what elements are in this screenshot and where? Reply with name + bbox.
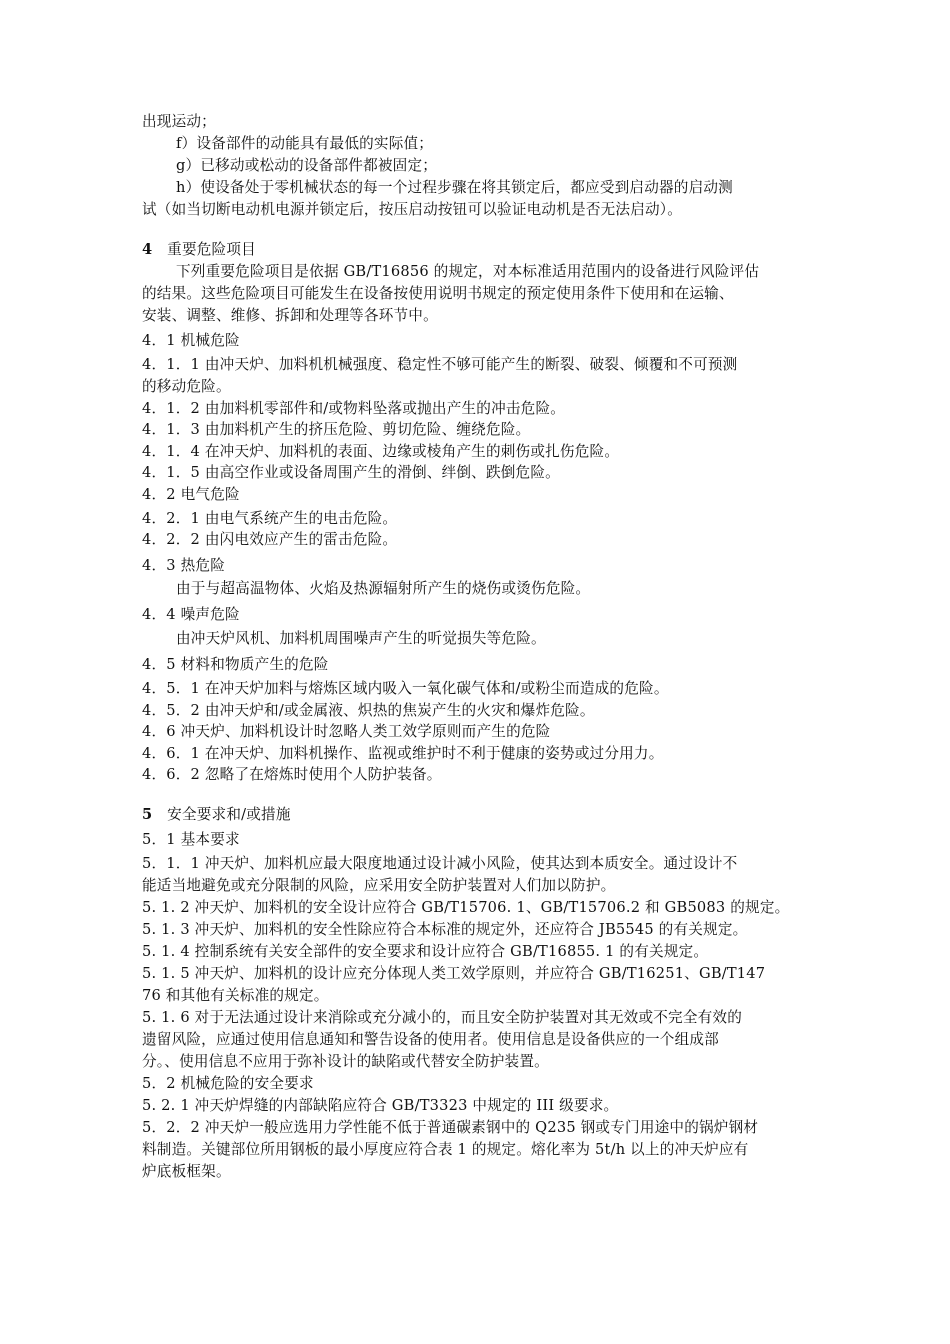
text-line: 4．5．1 在冲天炉加料与熔炼区域内吸入一氧化碳气体和/或粉尘而造成的危险。 bbox=[142, 680, 669, 697]
text-line: 的移动危险。 bbox=[142, 378, 231, 395]
section-heading bbox=[142, 240, 256, 260]
text-line: 4．1．1 由冲天炉、加料机机械强度、稳定性不够可能产生的断裂、破裂、倾覆和不可预测 bbox=[142, 356, 738, 373]
text-line: 5．2．2 冲天炉一般应选用力学性能不低于普通碳素钢中的 Q235 钢或专门用途中的锅炉钢材 bbox=[142, 1119, 759, 1136]
text-line: 4．4 噪声危险 bbox=[142, 606, 240, 623]
text-line: 由于与超高温物体、火焰及热源辐射所产生的烧伤或烫伤危险。 bbox=[176, 580, 591, 597]
section-number: 5 bbox=[142, 806, 153, 823]
text-line: 料制造。关键部位所用钢板的最小厚度应符合表 1 的规定。熔化率为 5t/h 以上的冲天炉应有 bbox=[142, 1141, 749, 1158]
section-title: 安全要求和/或措施 bbox=[152, 806, 291, 823]
text-line: 5. 1. 2 冲天炉、加料机的安全设计应符合 GB/T15706. 1、GB/T15706.2 和 GB5083 的规定。 bbox=[142, 899, 790, 916]
text-line: 5. 2. 1 冲天炉焊缝的内部缺陷应符合 GB/T3323 中规定的 III 级要求。 bbox=[142, 1097, 619, 1114]
text-line: 4．2．2 由闪电效应产生的雷击危险。 bbox=[142, 531, 398, 548]
text-line: 由冲天炉风机、加料机周围噪声产生的听觉损失等危险。 bbox=[176, 630, 546, 647]
section-number: 4 bbox=[142, 241, 153, 258]
text-line: 4．6 冲天炉、加料机设计时忽略人类工效学原则而产生的危险 bbox=[142, 723, 551, 740]
text-line: 5．1．1 冲天炉、加料机应最大限度地通过设计减小风险，使其达到本质安全。通过设计不 bbox=[142, 855, 738, 872]
text-line: 遗留风险，应通过使用信息通知和警告设备的使用者。使用信息是设备供应的一个组成部 bbox=[142, 1031, 719, 1048]
section-title: 重要危险项目 bbox=[152, 241, 256, 258]
text-line: 4．1．4 在冲天炉、加料机的表面、边缘或棱角产生的刺伤或扎伤危险。 bbox=[142, 443, 620, 460]
text-line: 出现运动； bbox=[142, 113, 216, 130]
text-line: 4．2 电气危险 bbox=[142, 486, 240, 503]
text-line: 分。、使用信息不应用于弥补设计的缺陷或代替安全防护装置。 bbox=[142, 1053, 549, 1070]
text-line: 试（如当切断电动机电源并锁定后，按压启动按钮可以验证电动机是否无法启动）。 bbox=[142, 201, 683, 218]
text-line: 4．2．1 由电气系统产生的电击危险。 bbox=[142, 510, 398, 527]
text-line: 4．5 材料和物质产生的危险 bbox=[142, 656, 329, 673]
text-line: 5. 1. 6 对于无法通过设计来消除或充分减小的，而且安全防护装置对其无效或不完全有效的 bbox=[142, 1009, 743, 1026]
text-line: f）设备部件的动能具有最低的实际值； bbox=[176, 135, 434, 152]
text-line: 的结果。这些危险项目可能发生在设备按使用说明书规定的预定使用条件下使用和在运输、 bbox=[142, 285, 734, 302]
text-line: 炉底板框架。 bbox=[142, 1163, 231, 1180]
text-line: 4．1．5 由高空作业或设备周围产生的滑倒、绊倒、跌倒危险。 bbox=[142, 464, 560, 481]
text-line: 4．5．2 由冲天炉和/或金属液、炽热的焦炭产生的火灾和爆炸危险。 bbox=[142, 702, 595, 719]
text-line: 4．6．2 忽略了在熔炼时使用个人防护装备。 bbox=[142, 766, 442, 783]
text-line: g）已移动或松动的设备部件都被固定； bbox=[176, 157, 438, 174]
text-line: h）使设备处于零机械状态的每一个过程步骤在将其锁定后，都应受到启动器的启动测 bbox=[176, 179, 733, 196]
text-line: 5．1 基本要求 bbox=[142, 831, 240, 848]
text-line: 下列重要危险项目是依据 GB/T16856 的规定，对本标准适用范围内的设备进行风险评估 bbox=[176, 263, 760, 280]
text-line: 安装、调整、维修、拆卸和处理等各环节中。 bbox=[142, 307, 438, 324]
text-line: 4．6．1 在冲天炉、加料机操作、监视或维护时不利于健康的姿势或过分用力。 bbox=[142, 745, 664, 762]
text-line: 76 和其他有关标准的规定。 bbox=[142, 987, 329, 1004]
section-heading bbox=[142, 805, 291, 825]
text-line: 4．1．2 由加料机零部件和/或物料坠落或抛出产生的冲击危险。 bbox=[142, 400, 566, 417]
text-line: 5. 1. 3 冲天炉、加料机的安全性除应符合本标准的规定外，还应符合 JB5545 的有关规定。 bbox=[142, 921, 748, 938]
text-line: 5．2 机械危险的安全要求 bbox=[142, 1075, 314, 1092]
text-line: 5. 1. 4 控制系统有关安全部件的安全要求和设计应符合 GB/T16855. 1 的有关规定。 bbox=[142, 943, 709, 960]
text-line: 5. 1. 5 冲天炉、加料机的设计应充分体现人类工效学原则，并应符合 GB/T16251、GB/T147 bbox=[142, 965, 766, 982]
text-line: 4．3 热危险 bbox=[142, 557, 225, 574]
text-line: 能适当地避免或充分限制的风险，应采用安全防护装置对人们加以防护。 bbox=[142, 877, 616, 894]
text-line: 4．1 机械危险 bbox=[142, 332, 240, 349]
text-line: 4．1．3 由加料机产生的挤压危险、剪切危险、缠绕危险。 bbox=[142, 421, 531, 438]
